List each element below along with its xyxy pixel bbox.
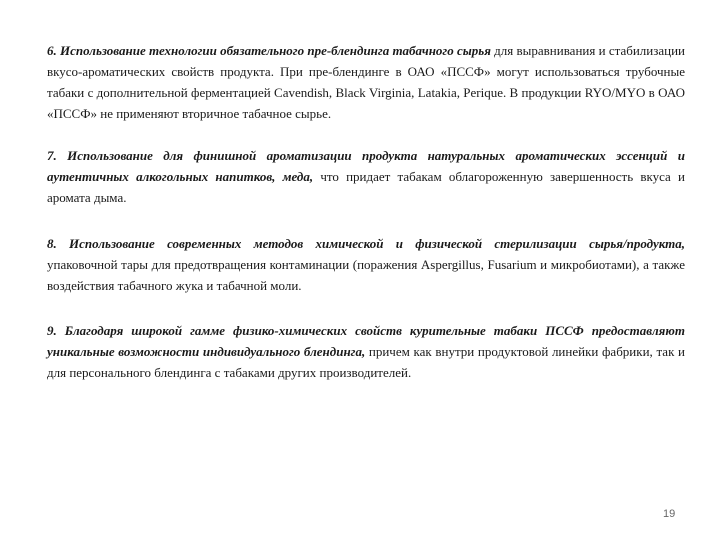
paragraph-7 bbox=[47, 145, 685, 208]
paragraph-8-text: упаковочной тары для предотвращения контаминации (поражения Aspergillus, Fusarium и микробиотами), а также воздействия табачного жука и табачной моли. bbox=[47, 257, 685, 293]
paragraph-9 bbox=[47, 320, 685, 383]
paragraph-9-text: причем как внутри продуктовой линейки фабрики, так и для персонального блендинга с табаками других производителей. bbox=[47, 344, 686, 380]
paragraph-6-lead: 6. Использование технологии обязательного пре-блендинга табачного сырья bbox=[47, 43, 491, 58]
paragraph-7-text: что придает табакам облагороженную завершенность вкуса и аромата дыма. bbox=[47, 169, 685, 205]
paragraph-8 bbox=[47, 233, 685, 296]
page-number: 19 bbox=[663, 508, 676, 520]
paragraph-6 bbox=[47, 40, 685, 124]
paragraph-9-lead: 9. Благодаря широкой гамме физико-химических свойств курительные табаки ПССФ предоставляют уникальные возможности индивидуального блендинга, bbox=[47, 323, 685, 359]
document-body bbox=[47, 40, 685, 383]
paragraph-7-lead: 7. Использование для финишной ароматизации продукта натуральных ароматических эссенций и аутентичных алкогольных напитков, меда, bbox=[47, 148, 685, 184]
paragraph-6-text: для выравнивания и стабилизации вкусо-ароматических свойств продукта. При пре-блендинге в ОАО «ПССФ» могут использоваться трубочные табаки с дополнительной ферментацией Cavendish, Black Virginia, Latakia, Perique. В продукции RYO/MYO в ОАО «ПССФ» не применяют вторичное табачное сырье. bbox=[47, 43, 686, 121]
paragraph-8-lead: 8. Использование современных методов химической и физической стерилизации сырья/продукта, bbox=[47, 236, 685, 251]
